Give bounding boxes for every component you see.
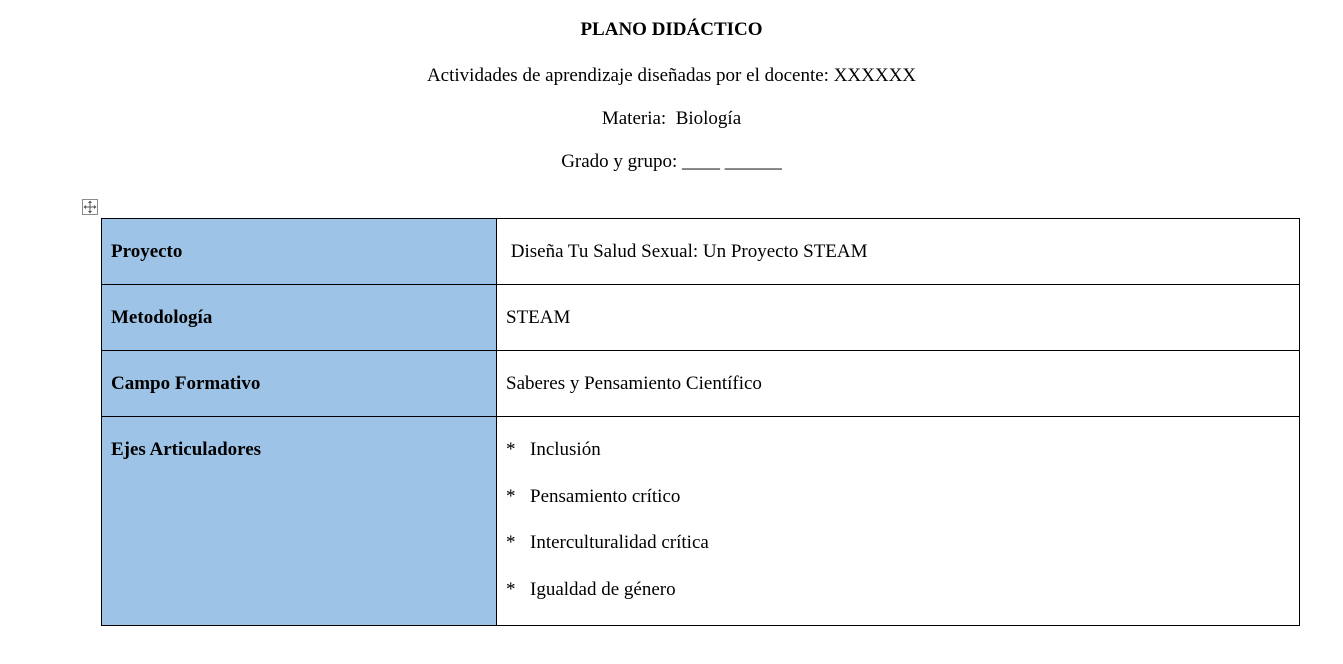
list-item-text: Interculturalidad crítica [530, 532, 709, 553]
bullet: * [506, 532, 516, 553]
row-label: Ejes Articuladores [111, 439, 262, 460]
label-cell [102, 351, 497, 417]
row-label: Metodología [111, 307, 213, 328]
document-subtitle: Actividades de aprendizaje diseñadas por el docente: XXXXXX [426, 65, 917, 86]
table-row-project [102, 219, 1300, 285]
move-icon [83, 200, 97, 214]
value-cell [497, 351, 1300, 417]
row-value: Diseña Tu Salud Sexual: Un Proyecto STEAM [506, 241, 868, 262]
grade-group-line: Grado y grupo: ____ ______ [561, 151, 782, 172]
label-cell [102, 285, 497, 351]
table-row-field [102, 351, 1300, 417]
table-row-axes [102, 417, 1300, 626]
list-item-text: Inclusión [530, 439, 601, 460]
row-label: Proyecto [111, 241, 183, 262]
list-item [506, 486, 1299, 508]
axes-list [506, 417, 1299, 601]
bullet: * [506, 485, 516, 507]
list-item-text: Igualdad de género [530, 578, 676, 600]
value-cell [497, 417, 1300, 626]
value-cell [497, 219, 1300, 285]
table-row-methodology [102, 285, 1300, 351]
subject-line: Materia: Biología [601, 108, 742, 129]
label-cell [102, 417, 497, 626]
plan-table [101, 218, 1300, 626]
bullet: * [506, 439, 516, 460]
list-item [506, 439, 1299, 461]
value-cell [497, 285, 1300, 351]
list-item-text: Pensamiento crítico [530, 485, 681, 507]
label-cell [102, 219, 497, 285]
row-label: Campo Formativo [111, 373, 261, 394]
list-item [506, 532, 1299, 554]
table-move-handle[interactable] [82, 199, 98, 215]
row-value: STEAM [506, 307, 571, 328]
row-value: Saberes y Pensamiento Científico [506, 373, 762, 394]
list-item [506, 579, 1299, 601]
document-title: PLANO DIDÁCTICO [580, 19, 763, 40]
bullet: * [506, 578, 516, 600]
